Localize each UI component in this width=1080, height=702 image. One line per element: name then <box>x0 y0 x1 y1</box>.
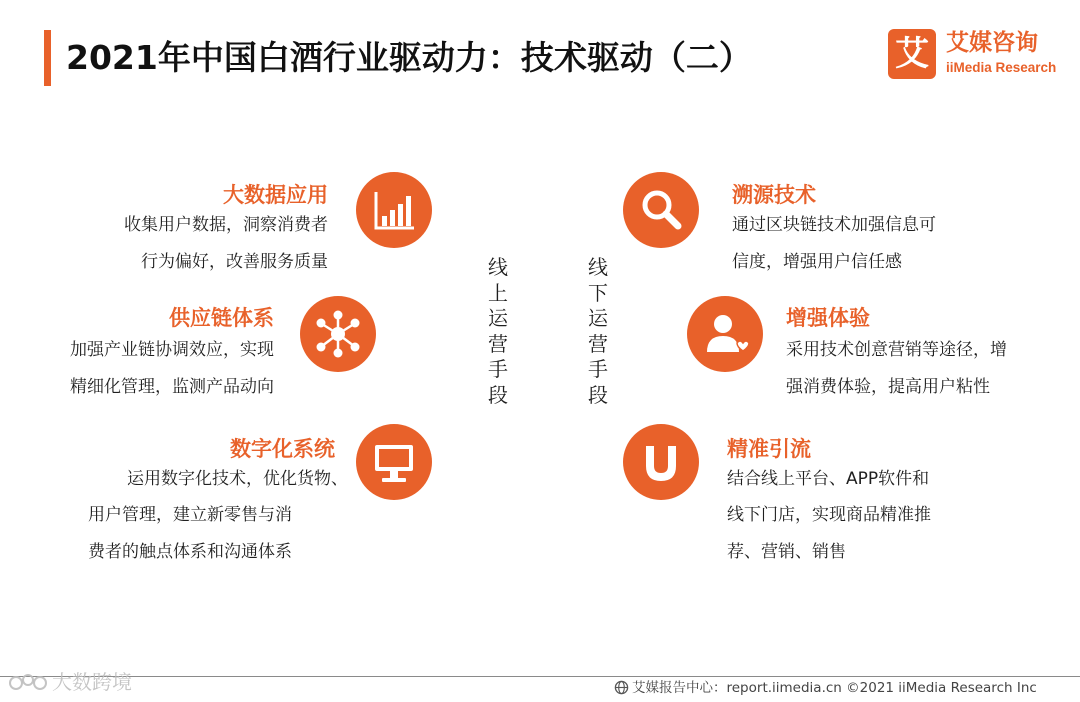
online-item-1-line-1: 收集用户数据，洞察消费者 <box>124 215 328 235</box>
online-item-3-line-2: 用户管理，建立新零售与消 <box>88 505 292 525</box>
footer-source-text: 艾媒报告中心：report.iimedia.cn ©2021 iiMedia Research Inc <box>632 680 1037 696</box>
monitor-icon <box>356 424 432 500</box>
online-item-title-3: 数字化系统 <box>230 437 335 461</box>
magnet-icon <box>623 424 699 500</box>
offline-item-1-line-2: 信度，增强用户信任感 <box>732 252 902 272</box>
title-accent-bar <box>44 30 51 86</box>
network-icon <box>300 296 376 372</box>
iimedia-logo <box>888 29 1068 83</box>
online-operations-label: 线上运营手段 <box>488 255 508 407</box>
online-item-title-1: 大数据应用 <box>223 183 328 207</box>
online-item-2-line-2: 精细化管理，监测产品动向 <box>70 377 274 397</box>
watermark-text: 大数跨境 <box>52 670 132 694</box>
offline-item-3-line-2: 线下门店，实现商品精准推 <box>727 505 931 525</box>
offline-item-3-line-1: 结合线上平台、APP软件和 <box>727 469 930 489</box>
globe-icon <box>614 680 629 695</box>
offline-item-2-line-2: 强消费体验，提高用户粘性 <box>786 377 990 397</box>
offline-item-3-line-3: 荐、营销、销售 <box>727 542 846 562</box>
watermark <box>8 670 132 694</box>
online-item-3-line-3: 费者的触点体系和沟通体系 <box>88 542 292 562</box>
watermark-icon <box>8 672 52 692</box>
user-heart-icon <box>687 296 763 372</box>
offline-item-2-line-1: 采用技术创意营销等途径，增 <box>786 340 1007 360</box>
footer-divider <box>0 676 1080 677</box>
footer-source <box>614 679 1037 697</box>
logo-badge: 艾 <box>888 29 936 79</box>
logo-english-name: iiMedia Research <box>946 60 1057 75</box>
offline-operations-label: 线下运营手段 <box>588 255 608 407</box>
offline-item-title-1: 溯源技术 <box>732 183 816 207</box>
page-title: 2021年中国白酒行业驱动力：技术驱动（二） <box>66 38 752 77</box>
offline-item-1-line-1: 通过区块链技术加强信息可 <box>732 215 936 235</box>
online-item-2-line-1: 加强产业链协调效应，实现 <box>70 340 274 360</box>
online-item-1-line-2: 行为偏好，改善服务质量 <box>141 252 328 272</box>
online-item-3-line-1: 运用数字化技术，优化货物、 <box>127 469 348 489</box>
bar-chart-icon <box>356 172 432 248</box>
offline-item-title-2: 增强体验 <box>786 306 870 330</box>
offline-item-title-3: 精准引流 <box>727 437 811 461</box>
magnifier-icon <box>623 172 699 248</box>
logo-chinese-name: 艾媒咨询 <box>946 30 1038 56</box>
online-item-title-2: 供应链体系 <box>169 306 274 330</box>
